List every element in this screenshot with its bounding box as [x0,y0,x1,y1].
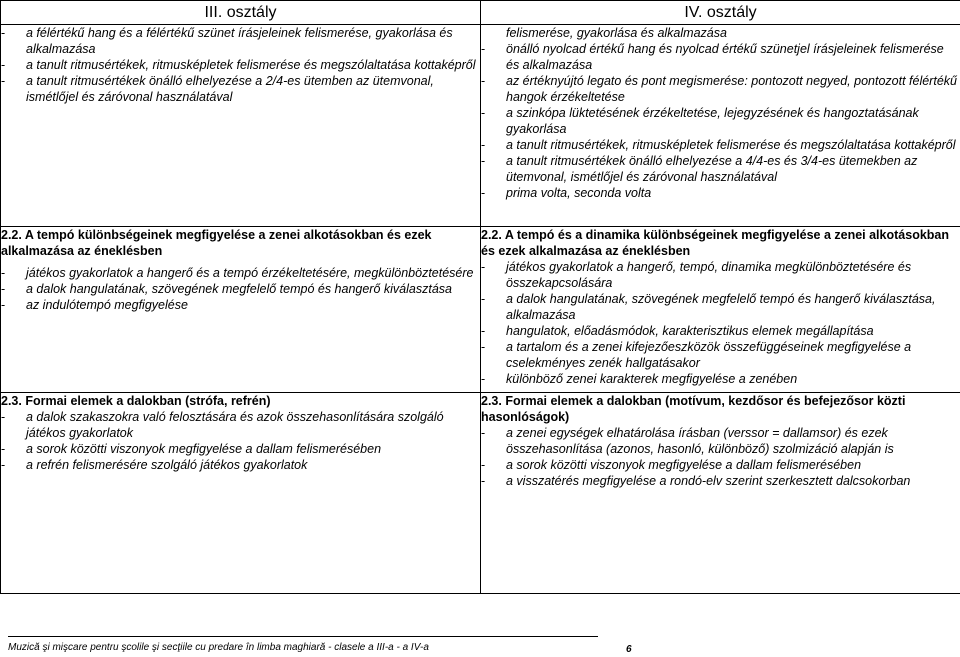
header-grade-4: IV. osztály [481,1,960,25]
list-item: - a tanult ritmusértékek önálló elhelyezése a 4/4-es és 3/4-es ütemekben az ütemvonal, ismétlőjel és záróvonal használatával [481,153,960,185]
list-item: - a dalok hangulatának, szövegének megfelelő tempó és hangerő kiválasztása, alkalmazása [481,291,960,323]
list-item: - a szinkópa lüktetésének érzékeltetése, lejegyzésének és hangoztatásának gyakorlása [481,105,960,137]
list-item: - a visszatérés megfigyelése a rondó-elv szerint szerkesztett dalcsokorban [481,473,960,489]
list-item: - a sorok közötti viszonyok megfigyelése a dallam felismerésében [481,457,960,473]
list-item: - különböző zenei karakterek megfigyelése a zenében [481,371,960,387]
grade-4-section-1 [481,25,960,227]
section-heading: 2.2. A tempó és a dinamika különbségeinek megfigyelése a zenei alkotásokban és ezek alkalmazása az éneklésben [481,228,949,258]
list-item: - hangulatok, előadásmódok, karakterisztikus elemek megállapítása [481,323,960,339]
list-item: - a dalok szakaszokra való felosztására és azok összehasonlítására szolgáló játékos gyakorlatok [1,409,480,441]
list-item: - a refrén felismerésére szolgáló játékos gyakorlatok [1,457,480,473]
section-heading: 2.2. A tempó különbségeinek megfigyelése a zenei alkotásokban és ezek alkalmazása az éneklésben [1,228,432,258]
grade-3-section-3 [1,393,481,594]
list-item: - játékos gyakorlatok a hangerő, tempó, dinamika megkülönböztetésére és összekapcsolására [481,259,960,291]
list-item: - a tartalom és a zenei kifejezőeszközök összefüggéseinek megfigyelése a cselekményes zenék hallgatásakor [481,339,960,371]
page-number: 6 [626,644,632,655]
list-item: - a sorok közötti viszonyok megfigyelése a dallam felismerésében [1,441,480,457]
list-item: - a tanult ritmusértékek, ritmusképletek felismerése és megszólaltatása kottaképről [1,57,480,73]
grade-4-section-3 [481,393,960,594]
list-item: - a félértékű hang és a félértékű szünet írásjeleinek felismerése, gyakorlása és alkalmazása [1,25,480,57]
grade-3-section-1 [1,25,481,227]
section-heading: 2.3. Formai elemek a dalokban (motívum, kezdősor és befejezősor közti hasonlóságok) [481,394,906,424]
footer-text: Muzică şi mişcare pentru şcolile şi secţiile cu predare în limba maghiară - clasele a III-a - a IV-a [8,642,429,653]
list-item: - az indulótempó megfigyelése [1,297,480,313]
list-item: - a tanult ritmusértékek, ritmusképletek felismerése és megszólaltatása kottaképről [481,137,960,153]
continuation-text: felismerése, gyakorlása és alkalmazása [506,26,727,40]
header-grade-3: III. osztály [1,1,481,25]
list-item: - játékos gyakorlatok a hangerő és a tempó érzékeltetésére, megkülönböztetésére [1,265,480,281]
list-item: - a tanult ritmusértékek önálló elhelyezése a 2/4-es ütemben az ütemvonal, ismétlőjel és záróvonal használatával [1,73,480,105]
list-item: - a zenei egységek elhatárolása írásban (verssor = dallamsor) és ezek összehasonlítása (azonos, hasonló, különböző) szolmizáció alapján is [481,425,960,457]
list-item: - az értéknyújtó legato és pont megismerése: pontozott negyed, pontozott félértékű hangok érzékeltetése [481,73,960,105]
list-item: - a dalok hangulatának, szövegének megfelelő tempó és hangerő kiválasztása [1,281,480,297]
grade-3-section-2 [1,227,481,393]
list-item: - prima volta, seconda volta [481,185,960,201]
footer-divider [8,636,598,637]
section-heading: 2.3. Formai elemek a dalokban (strófa, refrén) [1,394,271,408]
grade-4-section-2 [481,227,960,393]
list-item: - önálló nyolcad értékű hang és nyolcad értékű szünetjel írásjeleinek felismerése és alkalmazása [481,41,960,73]
